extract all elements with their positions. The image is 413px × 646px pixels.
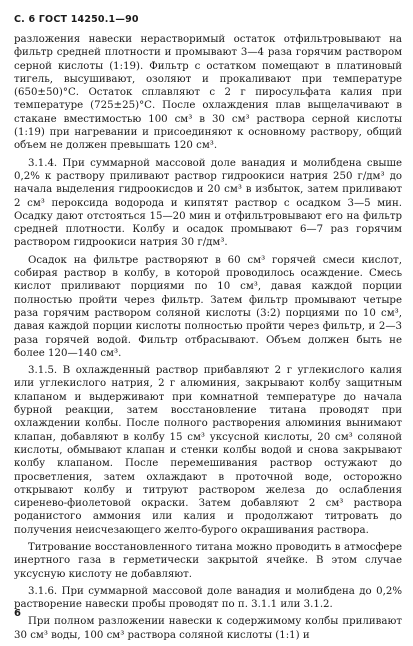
- document-body: [14, 33, 402, 646]
- paragraph-titration-note: Титрование восстановленного титана можно проводить в атмосфере инертного газа в герметически закрытой ячейке. В этом случае уксусную кислоту не добавляют.: [14, 541, 402, 580]
- paragraph-continuation: разложения навески нерастворимый остаток отфильтровывают на фильтр средней плотности и промывают 3—4 раза горячим раствором серной кислоты (1:19). Фильтр с остатком помещают в платиновый тигель, высушивают, озоляют и прокаливают при температуре (650±50)°С. Остаток сплавляют с 2 г пиросульфата калия при температуре (725±25)°С. После охлаждения плав выщелачивают в стакане вместимостью 100 см³ в 30 см³ раствора серной кислоты (1:19) при нагревании и присоединяют к основному раствору, общий объем не должен превышать 120 см³.: [14, 34, 402, 152]
- paragraph-3-1-4: 3.1.4. При суммарной массовой доле ванадия и молибдена свыше 0,2% к раствору приливают раствор гидроокиси натрия 250 г/дм³ до начала выделения гидроокисдов и 20 см³ в избыток, затем приливают 2 см³ пероксида водорода и кипятят раствор с осадком 3—5 мин. Осадку дают отстояться 15—20 мин и отфильтровывают его на фильтр средней плотности. Колбу и осадок промывают 6—7 раз горячим раствором гидроокиси натрия 30 г/дм³.: [14, 157, 402, 249]
- paragraph-full-decomposition: При полном разложении навески к содержимому колбы приливают 30 см³ воды, 100 см³ раствора соляной кислоты (1:1) и: [14, 616, 402, 641]
- page-number: 6: [14, 608, 21, 619]
- paragraph-3-1-6: 3.1.6. При суммарной массовой доле ванадия и молибдена до 0,2% растворение навески пробы проводят по п. 3.1.1 или 3.1.2.: [14, 585, 402, 611]
- page-header: С. 6 ГОСТ 14250.1—90: [14, 14, 139, 25]
- paragraph-precipitate: Осадок на фильтре растворяют в 60 см³ горячей смеси кислот, собирая раствор в колбу, в которой проводилось осаждение. Смесь кислот приливают порциями по 10 см³, давая каждой порции полностью пройти через фильтр. Затем фильтр промывают четыре раза горячим раствором соляной кислоты (3:2) порциями по 10 см³, давая каждой порции кислоты полностью пройти через фильтр, и 2—3 раза горячей водой. Фильтр отбрасывают. Объем должен быть не более 120—140 см³.: [14, 254, 402, 359]
- paragraph-3-1-5: 3.1.5. В охлажденный раствор прибавляют 2 г углекислого калия или углекислого натрия, 2 г алюминия, закрывают колбу защитным клапаном и выдерживают при комнатной температуре до начала бурной реакции, затем восстановление титана проводят при охлаждении колбы. После полного растворения алюминия вынимают клапан, добавляют в колбу 15 см³ уксусной кислоты, 20 см³ соляной кислоты, обмывают клапан и стенки колбы водой и снова закрывают колбу клапаном. После перемешивания раствор остужают до просветления, затем охлаждают в проточной воде, осторожно открывают колбу и титруют раствором железа до ослабления сиренево-фиолетовой окраски. Затем добавляют 2 см³ раствора роданистого аммония или калия и продолжают титровать до получения неисчезающего желто-бурого окрашивания раствора.: [14, 365, 402, 536]
